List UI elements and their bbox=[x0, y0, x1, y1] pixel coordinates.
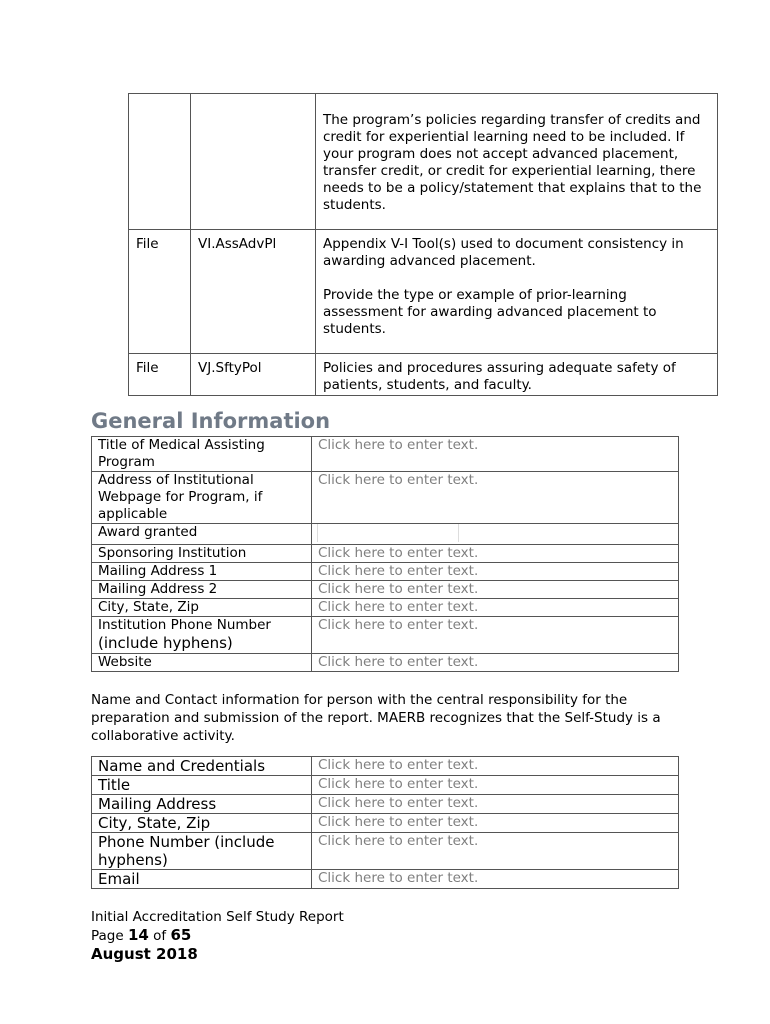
table-row bbox=[92, 776, 679, 795]
program-title-field[interactable]: Click here to enter text. bbox=[312, 437, 679, 472]
table-row bbox=[92, 437, 679, 472]
address1-field[interactable]: Click here to enter text. bbox=[312, 563, 679, 581]
email-field[interactable]: Click here to enter text. bbox=[312, 870, 679, 889]
table-row bbox=[129, 230, 718, 354]
sponsor-field[interactable]: Click here to enter text. bbox=[312, 545, 679, 563]
field-label: Title of Medical Assisting Program bbox=[92, 437, 312, 472]
field-label: City, State, Zip bbox=[92, 599, 312, 617]
field-label: City, State, Zip bbox=[92, 814, 312, 833]
title-field[interactable]: Click here to enter text. bbox=[312, 776, 679, 795]
table-row bbox=[92, 581, 679, 599]
table-row bbox=[92, 524, 679, 545]
table-row bbox=[92, 654, 679, 672]
table-row bbox=[129, 94, 718, 230]
table-row bbox=[92, 833, 679, 870]
description-cell bbox=[316, 230, 718, 354]
description-text: Policies and procedures assuring adequate safety of patients, students, and faculty. bbox=[323, 360, 676, 393]
field-label: Address of Institutional Webpage for Program, if applicable bbox=[92, 472, 312, 524]
table-row bbox=[92, 814, 679, 833]
mailing-address-field[interactable]: Click here to enter text. bbox=[312, 795, 679, 814]
phone-field[interactable]: Click here to enter text. bbox=[312, 617, 679, 654]
footer-date: August 2018 bbox=[91, 945, 198, 963]
of-word: of bbox=[153, 928, 167, 944]
city-field[interactable]: Click here to enter text. bbox=[312, 599, 679, 617]
table-row bbox=[92, 545, 679, 563]
field-label: Mailing Address bbox=[92, 795, 312, 814]
code-cell: VJ.SftyPol bbox=[191, 354, 316, 396]
type-cell: File bbox=[129, 230, 191, 354]
table-row bbox=[92, 617, 679, 654]
page-footer bbox=[91, 908, 344, 963]
contact-table bbox=[91, 756, 679, 889]
contact-city-field[interactable]: Click here to enter text. bbox=[312, 814, 679, 833]
table-row bbox=[92, 599, 679, 617]
table-row bbox=[92, 870, 679, 889]
field-label: Phone Number (include hyphens) bbox=[92, 833, 312, 870]
field-label: Sponsoring Institution bbox=[92, 545, 312, 563]
description-text: The program’s policies regarding transfer of credits and credit for experiential learning need to be included. If your program does not accept advanced placement, transfer credit, or credit for experiential learning, there needs to be a policy/statement that explains that to the students. bbox=[323, 112, 702, 213]
code-cell bbox=[191, 94, 316, 230]
address2-field[interactable]: Click here to enter text. bbox=[312, 581, 679, 599]
field-label: Email bbox=[92, 870, 312, 889]
table-row bbox=[129, 354, 718, 396]
description-text: Appendix V-I Tool(s) used to document consistency in awarding advanced placement. bbox=[323, 236, 684, 269]
field-label: Website bbox=[92, 654, 312, 672]
field-label: Mailing Address 2 bbox=[92, 581, 312, 599]
description-text: Provide the type or example of prior-learning assessment for awarding advanced placement to students. bbox=[323, 287, 657, 337]
award-dropdown[interactable] bbox=[317, 524, 459, 542]
contact-phone-field[interactable]: Click here to enter text. bbox=[312, 833, 679, 870]
section-heading: General Information bbox=[91, 409, 331, 433]
table-row bbox=[92, 563, 679, 581]
table-row bbox=[92, 795, 679, 814]
table-row bbox=[92, 757, 679, 776]
field-label: Name and Credentials bbox=[92, 757, 312, 776]
type-cell bbox=[129, 94, 191, 230]
field-label: Mailing Address 1 bbox=[92, 563, 312, 581]
name-field[interactable]: Click here to enter text. bbox=[312, 757, 679, 776]
award-cell bbox=[312, 524, 679, 545]
footer-title: Initial Accreditation Self Study Report bbox=[91, 909, 344, 925]
field-label bbox=[92, 617, 312, 654]
general-info-table bbox=[91, 436, 679, 672]
webpage-field[interactable]: Click here to enter text. bbox=[312, 472, 679, 524]
phone-label-hint: (include hyphens) bbox=[98, 634, 233, 652]
page-number: 14 bbox=[127, 926, 149, 944]
table-row bbox=[92, 472, 679, 524]
description-cell bbox=[316, 354, 718, 396]
page-word: Page bbox=[91, 928, 124, 944]
type-cell: File bbox=[129, 354, 191, 396]
code-cell: VI.AssAdvPl bbox=[191, 230, 316, 354]
description-cell bbox=[316, 94, 718, 230]
phone-label: Institution Phone Number bbox=[98, 617, 271, 633]
requirements-table bbox=[128, 93, 718, 396]
page-indicator bbox=[91, 926, 344, 945]
contact-intro: Name and Contact information for person with the central responsibility for the preparation and submission of the report. MAERB recognizes that the Self-Study is a collaborative activity. bbox=[91, 692, 661, 744]
website-field[interactable]: Click here to enter text. bbox=[312, 654, 679, 672]
field-label: Title bbox=[92, 776, 312, 795]
page-total: 65 bbox=[170, 926, 192, 944]
field-label: Award granted bbox=[92, 524, 312, 545]
